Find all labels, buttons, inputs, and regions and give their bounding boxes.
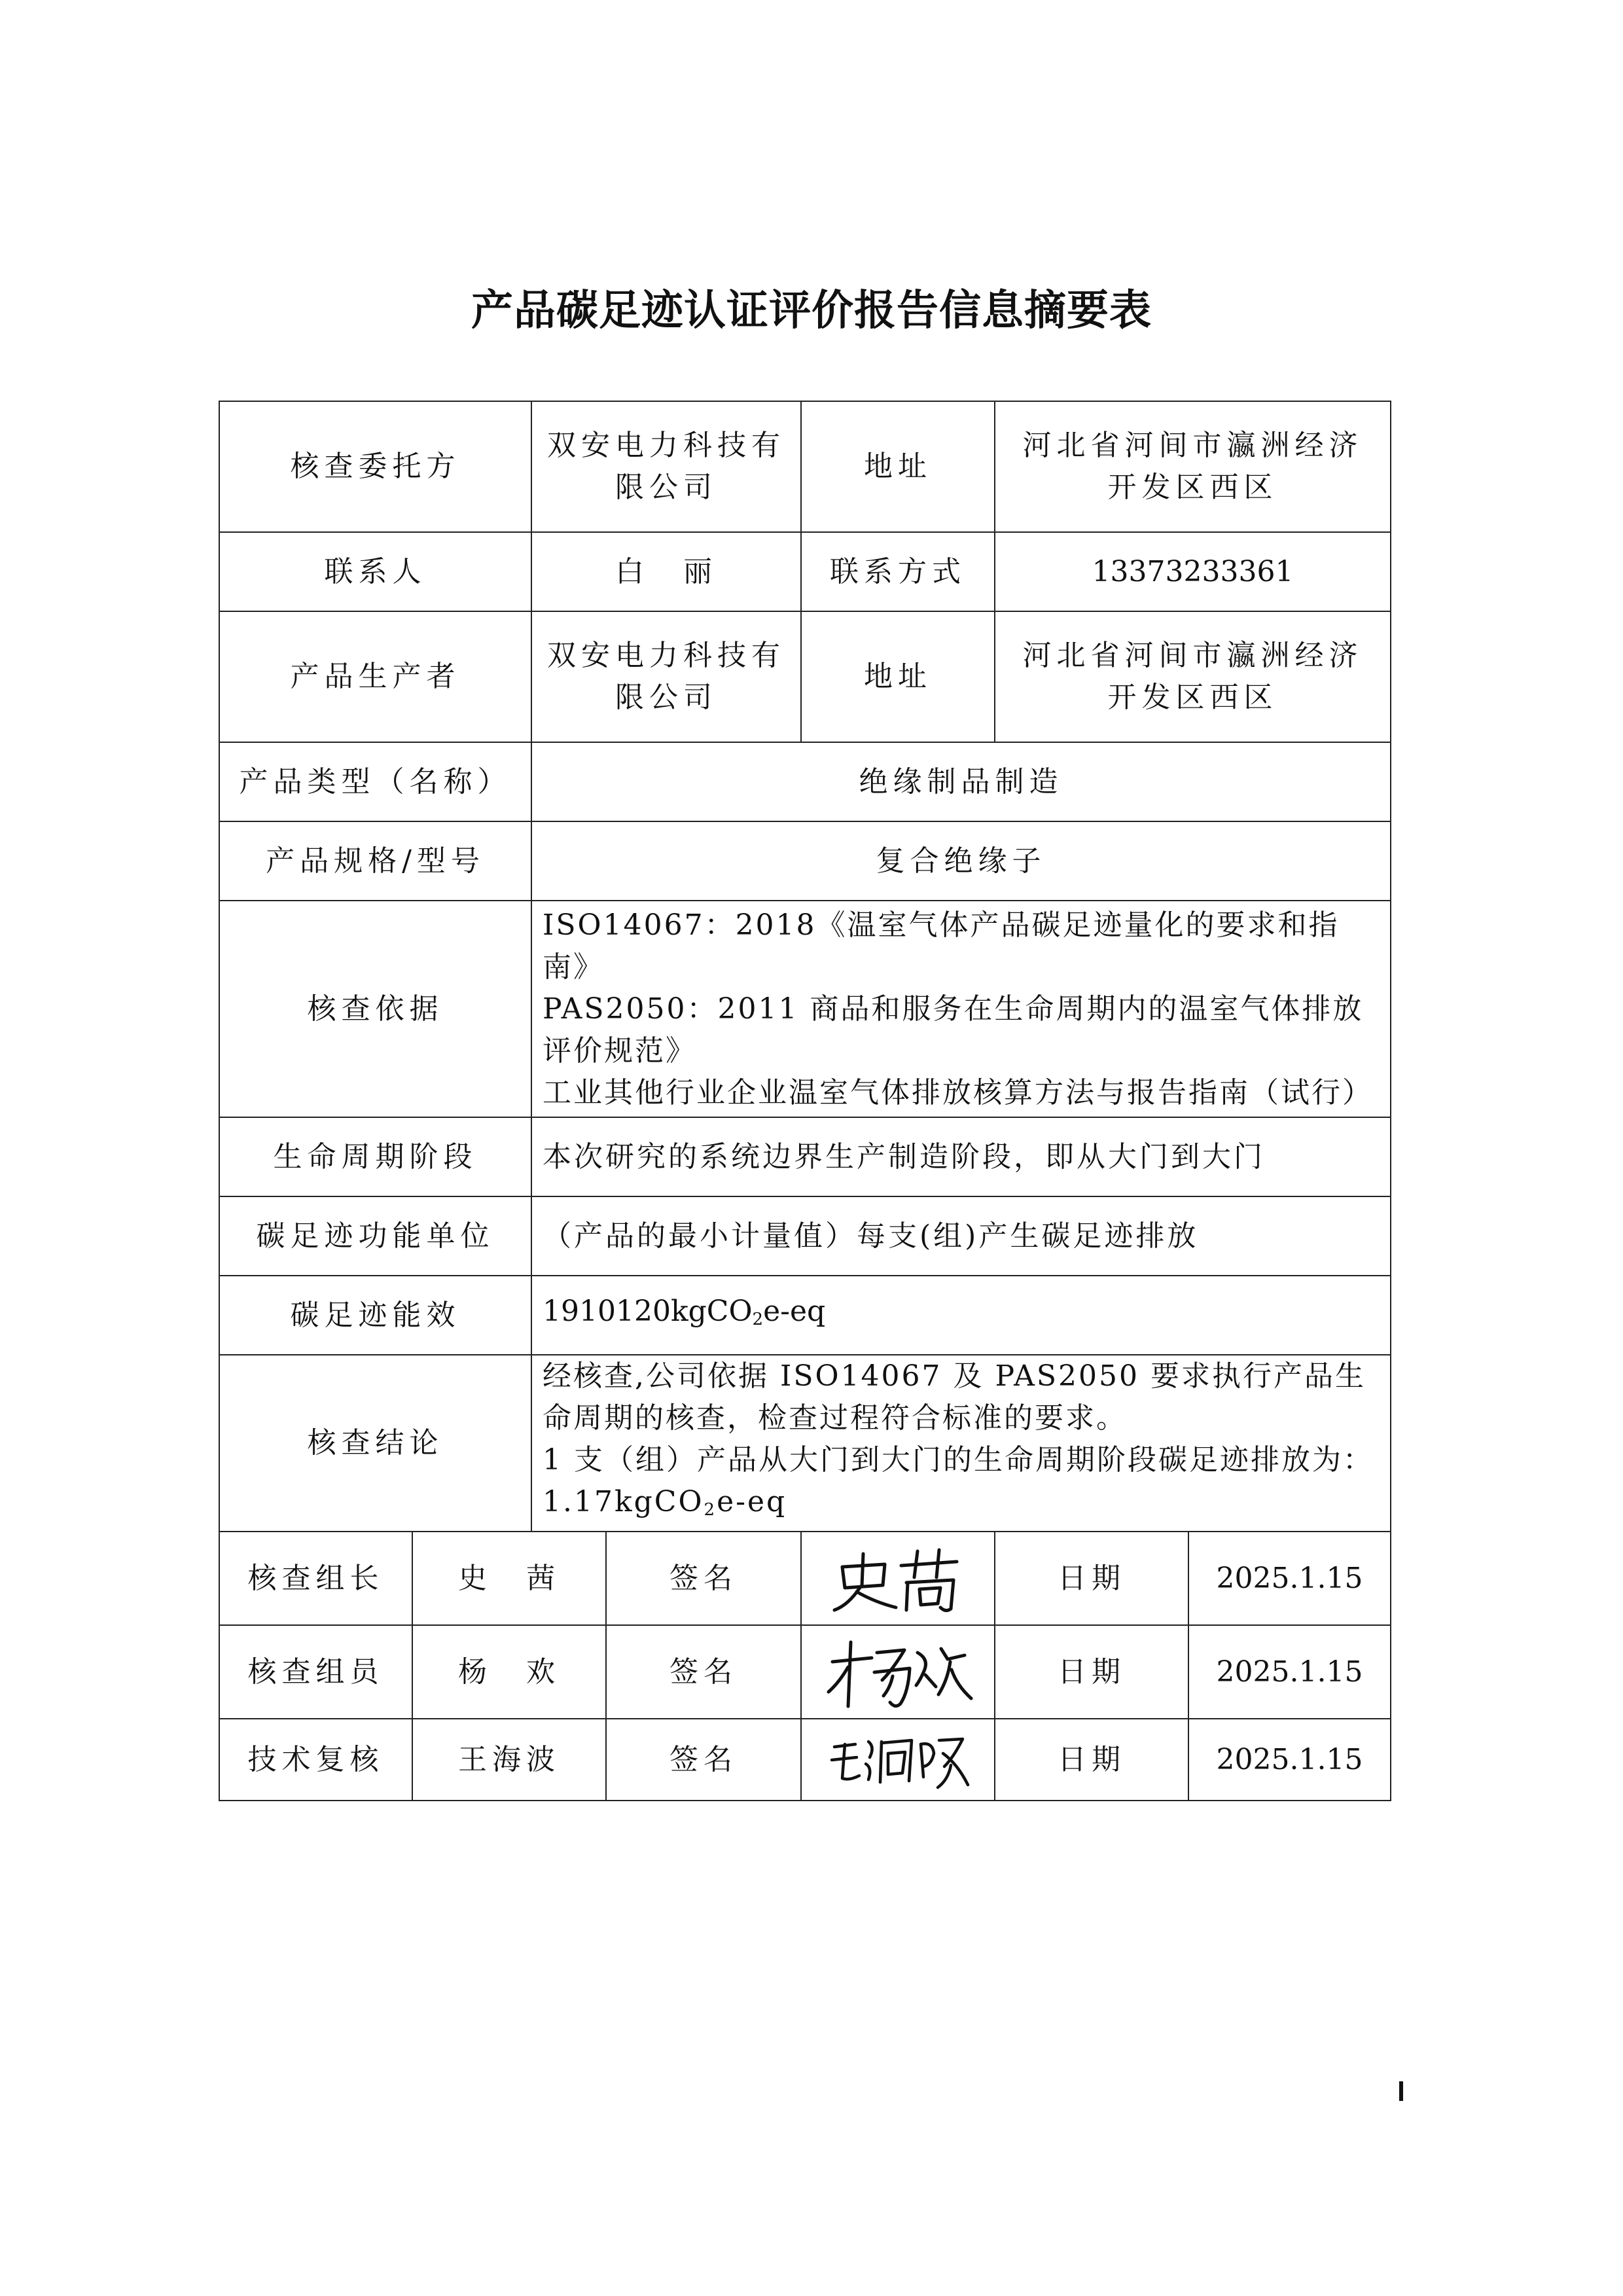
- producer-label: 产品生产者: [219, 611, 531, 742]
- table-row: [219, 532, 1391, 611]
- basis-line: ISO14067：2018《温室气体产品碳足迹量化的要求和指南》: [543, 908, 1340, 984]
- table-row: [219, 742, 1391, 821]
- lifecycle-value: 本次研究的系统边界生产制造阶段，即从大门到大门: [531, 1117, 1391, 1196]
- contact-value: 白 丽: [531, 532, 801, 611]
- contact-label: 联系人: [219, 532, 531, 611]
- table-row: [219, 1355, 1391, 1532]
- person-name: 杨 欢: [412, 1625, 606, 1719]
- client-label: 核查委托方: [219, 401, 531, 532]
- signature-row: [219, 1532, 1391, 1625]
- person-name: 史 茜: [412, 1532, 606, 1625]
- sign-label: 签名: [606, 1625, 801, 1719]
- conclusion-line: 经核查,公司依据 ISO14067 及 PAS2050 要求执行产品生命周期的核查，检查过程符合标准的要求。: [543, 1359, 1366, 1435]
- conclusion-label: 核查结论: [219, 1355, 531, 1532]
- sign-label: 签名: [606, 1532, 801, 1625]
- product-spec-label: 产品规格/型号: [219, 821, 531, 901]
- producer-address-label: 地址: [801, 611, 995, 742]
- basis-line: 工业其他行业企业温室气体排放核算方法与报告指南（试行）: [543, 1075, 1373, 1109]
- conclusion-value: [531, 1355, 1391, 1532]
- signature-row: [219, 1719, 1391, 1801]
- date-value: 2025.1.15: [1188, 1532, 1391, 1625]
- efficiency-value: 1910120kgCO$_2$e-eq: [531, 1276, 1391, 1355]
- func-unit-label: 碳足迹功能单位: [219, 1196, 531, 1276]
- table-row: [219, 821, 1391, 901]
- signature-image: [801, 1625, 995, 1719]
- efficiency-label: 碳足迹能效: [219, 1276, 531, 1355]
- contact-method-label: 联系方式: [801, 532, 995, 611]
- person-name: 王海波: [412, 1719, 606, 1801]
- producer-value: 双安电力科技有限公司: [531, 611, 801, 742]
- basis-value: [531, 901, 1391, 1117]
- table-row: [219, 901, 1391, 1117]
- product-spec-value: 复合绝缘子: [531, 821, 1391, 901]
- basis-label: 核查依据: [219, 901, 531, 1117]
- table-row: [219, 611, 1391, 742]
- date-label: 日期: [995, 1625, 1188, 1719]
- sign-label: 签名: [606, 1719, 801, 1801]
- role-label: 核查组员: [219, 1625, 412, 1719]
- date-value: 2025.1.15: [1188, 1719, 1391, 1801]
- role-label: 核查组长: [219, 1532, 412, 1625]
- signature-row: [219, 1625, 1391, 1719]
- basis-line: PAS2050：2011 商品和服务在生命周期内的温室气体排放评价规范》: [543, 992, 1364, 1067]
- producer-address: 河北省河间市瀛洲经济开发区西区: [995, 611, 1391, 742]
- signature-yang-huan: [819, 1633, 976, 1712]
- table-row: [219, 1196, 1391, 1276]
- conclusion-line: 1 支（组）产品从大门到大门的生命周期阶段碳足迹排放为：1.17kgCO$_2$e-eq: [543, 1443, 1374, 1520]
- signature-image: [801, 1532, 995, 1625]
- lifecycle-label: 生命周期阶段: [219, 1117, 531, 1196]
- summary-table: [219, 401, 1391, 1801]
- client-value: 双安电力科技有限公司: [531, 401, 801, 532]
- table-row: [219, 1276, 1391, 1355]
- table-row: [219, 401, 1391, 532]
- func-unit-value: （产品的最小计量值）每支(组)产生碳足迹排放: [531, 1196, 1391, 1276]
- product-type-value: 绝缘制品制造: [531, 742, 1391, 821]
- signature-image: [801, 1719, 995, 1801]
- client-address: 河北省河间市瀛洲经济开发区西区: [995, 401, 1391, 532]
- table-row: [219, 1117, 1391, 1196]
- signature-wang-haibo: [823, 1727, 973, 1793]
- contact-method-value: 13373233361: [995, 532, 1391, 611]
- page-title: 产品碳足迹认证评价报告信息摘要表: [471, 287, 1152, 335]
- product-type-label: 产品类型（名称）: [219, 742, 531, 821]
- client-address-label: 地址: [801, 401, 995, 532]
- date-label: 日期: [995, 1532, 1188, 1625]
- date-value: 2025.1.15: [1188, 1625, 1391, 1719]
- role-label: 技术复核: [219, 1719, 412, 1801]
- page-number-mark: [1399, 2081, 1403, 2101]
- signature-shi-qian: [823, 1539, 973, 1618]
- date-label: 日期: [995, 1719, 1188, 1801]
